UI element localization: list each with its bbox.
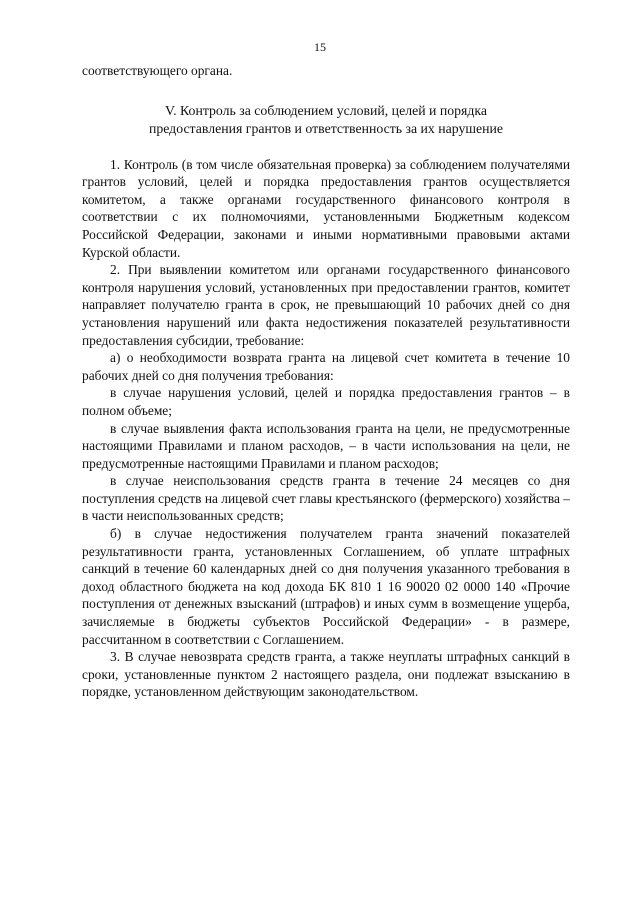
section-title-line-1: V. Контроль за соблюдением условий, целей и порядка bbox=[164, 102, 488, 118]
paragraph-1: 1. Контроль (в том числе обязательная проверка) за соблюдением получателями грантов условий, целей и порядка предоставления грантов осуществляется комитетом, а также органами государственного финансового контроля в соответствии с их полномочиями, установленными Бюджетным кодексом Российской Федерации, законами и иными нормативными правовыми актами Курской области. bbox=[82, 156, 570, 260]
paragraph-2b: б) в случае недостижения получателем гранта значений показателей результативности гранта, установленных Соглашением, об уплате штрафных санкций в течение 60 календарных дней со дня получения указанного требования в доход областного бюджета на код дохода БК 810 1 16 90020 02 0000 140 «Прочие поступления от денежных взысканий (штрафов) и иных сумм в возмещение ущерба, зачисляемые в бюджеты субъектов Российской Федерации» - в размере, рассчитанном в соответствии с Соглашением. bbox=[82, 526, 570, 647]
section-title-line-2: предоставления грантов и ответственность за их нарушение bbox=[148, 120, 504, 136]
paragraph-2a-case-1: в случае нарушения условий, целей и порядка предоставления грантов – в полном объеме; bbox=[82, 385, 570, 418]
paragraph-3: 3. В случае невозврата средств гранта, а также неуплаты штрафных санкций в сроки, установленные пунктом 2 настоящего раздела, они подлежат взысканию в порядке, установленном действующим законодательством. bbox=[82, 649, 570, 700]
document-body bbox=[82, 62, 570, 701]
section-title bbox=[82, 102, 570, 138]
page-number: 15 bbox=[314, 40, 326, 54]
paragraph-2: 2. При выявлении комитетом или органами государственного финансового контроля нарушения условий, установленных при предоставлении грантов, комитет направляет получателю гранта в срок, не превышающий 10 рабочих дней со дня установления нарушений или факта недостижения показателей результативности предоставления субсидии, требование: bbox=[82, 262, 570, 348]
paragraph-2a: а) о необходимости возврата гранта на лицевой счет комитета в течение 10 рабочих дней со дня получения требования: bbox=[82, 350, 570, 383]
paragraph-2a-case-3: в случае неиспользования средств гранта в течение 24 месяцев со дня поступления средств на лицевой счет главы крестьянского (фермерского) хозяйства – в части неиспользованных средств; bbox=[82, 473, 570, 524]
paragraph-2a-case-2: в случае выявления факта использования гранта на цели, не предусмотренные настоящими Правилами и планом расходов, – в части использования на цели, не предусмотренные настоящими Правилами и планом расходов; bbox=[82, 420, 570, 471]
lead-line: соответствующего органа. bbox=[82, 63, 233, 78]
